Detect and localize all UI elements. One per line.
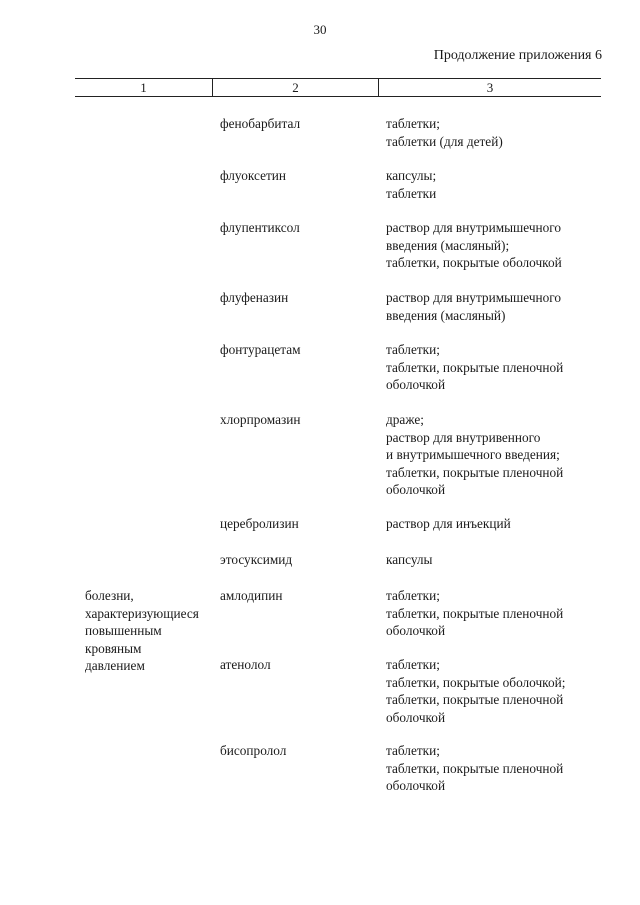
dosage-form-line: таблетки, покрытые оболочкой <box>386 255 562 271</box>
dosage-form-line: драже; <box>386 412 424 427</box>
dosage-form-line: введения (масляный) <box>386 307 506 323</box>
continuation-label: Продолжение приложения 6 <box>433 48 602 63</box>
dosage-form-line: капсулы <box>386 552 433 567</box>
disease-line: повышенным <box>85 623 162 639</box>
drug-name: фенобарбитал <box>220 116 301 131</box>
drug-name: амлодипин <box>220 588 283 603</box>
dosage-form-line: капсулы; <box>386 168 437 183</box>
drug-name: церебролизин <box>220 516 299 531</box>
dosage-form-line: таблетки; <box>386 657 440 672</box>
dosage-forms <box>386 219 606 272</box>
table-header <box>75 78 601 97</box>
dosage-form-line: раствор для внутримышечного <box>386 290 562 305</box>
disease-line: давлением <box>85 658 145 674</box>
drug-name: флуоксетин <box>220 168 287 183</box>
dosage-form-line: введения (масляный); <box>386 237 510 253</box>
dosage-form-line: таблетки, покрытые пленочной <box>386 359 564 375</box>
dosage-form-line: раствор для внутривенного <box>386 429 541 445</box>
dosage-form-line: таблетки, покрытые оболочкой; <box>386 674 566 690</box>
column-header-2: 2 <box>213 79 379 96</box>
dosage-form-line: раствор для инъекций <box>386 516 511 531</box>
drug-name: атенолол <box>220 657 271 672</box>
column-header-3: 3 <box>486 80 494 95</box>
disease-line: болезни, <box>85 588 134 603</box>
dosage-form-line: таблетки, покрытые пленочной <box>386 760 564 776</box>
dosage-forms <box>386 341 606 394</box>
dosage-form-line: таблетки, покрытые пленочной <box>386 464 564 480</box>
dosage-forms <box>386 587 606 640</box>
drug-name: фонтурацетам <box>220 342 301 357</box>
dosage-form-line: таблетки; <box>386 116 440 131</box>
dosage-form-line: оболочкой <box>386 623 446 639</box>
column-header-1: 1 <box>75 79 213 96</box>
dosage-forms <box>386 551 606 569</box>
drug-name: бисопролол <box>220 743 287 758</box>
disease-group-cell <box>85 587 217 675</box>
disease-line: характеризующиеся <box>85 605 199 621</box>
dosage-form-line: оболочкой <box>386 778 446 794</box>
dosage-form-line: оболочкой <box>386 709 446 725</box>
dosage-form-line: таблетки (для детей) <box>386 133 503 149</box>
dosage-forms <box>386 515 606 533</box>
drug-name: хлорпромазин <box>220 412 301 427</box>
dosage-forms <box>386 411 606 499</box>
drug-name: флупентиксол <box>220 220 300 235</box>
dosage-forms <box>386 167 606 202</box>
dosage-forms <box>386 289 606 324</box>
dosage-form-line: и внутримышечного введения; <box>386 447 560 463</box>
dosage-form-line: таблетки, покрытые пленочной <box>386 692 564 708</box>
page-number: 30 <box>313 22 327 37</box>
dosage-forms <box>386 656 606 726</box>
drug-name: флуфеназин <box>220 290 289 305</box>
dosage-form-line: таблетки; <box>386 588 440 603</box>
drug-name: этосуксимид <box>220 552 293 567</box>
disease-line: кровяным <box>85 640 142 656</box>
dosage-forms <box>386 115 606 150</box>
dosage-form-line: оболочкой <box>386 482 446 498</box>
dosage-forms <box>386 742 606 795</box>
dosage-form-line: таблетки; <box>386 743 440 758</box>
dosage-form-line: раствор для внутримышечного <box>386 220 562 235</box>
dosage-form-line: таблетки, покрытые пленочной <box>386 605 564 621</box>
dosage-form-line: таблетки; <box>386 342 440 357</box>
dosage-form-line: таблетки <box>386 185 437 201</box>
dosage-form-line: оболочкой <box>386 377 446 393</box>
